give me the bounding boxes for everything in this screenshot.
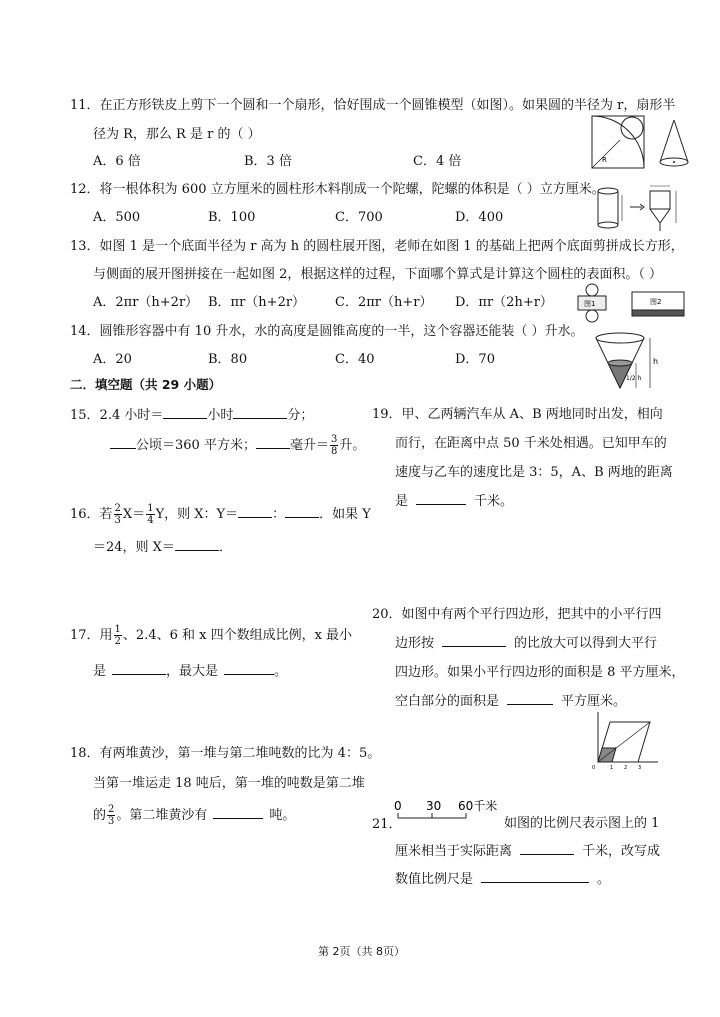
q20-line2: 边形按 的比放大可以得到大平行	[395, 636, 658, 651]
q13-option-d: D．πr（2h+r）	[455, 295, 553, 310]
q14-option-b: B．80	[208, 352, 248, 367]
q11-line2: 径为 R，那么 R 是 r 的（ ）	[93, 127, 261, 142]
q18-line3: 的 $\frac{2}{3}$ 。第二堆黄沙有 吨。	[93, 804, 296, 827]
q15-blank-minutes[interactable]	[233, 406, 287, 419]
q13-fig2-label: 图2	[650, 298, 662, 306]
q12-option-a: A．500	[93, 210, 141, 225]
q19-line1: 19．甲、乙两辆汽车从 A、B 两地同时出发，相向	[372, 407, 663, 422]
q19-line4: 是 千米。	[395, 494, 514, 509]
page-footer: 第 2页（共 8页）	[318, 945, 405, 958]
q11-option-a: A．6 倍	[93, 154, 141, 169]
q21-number: 21．	[372, 817, 402, 832]
q19-line3: 速度与乙车的速度比是 3：5，A、B 两地的距离	[395, 465, 673, 480]
q13-option-b: B．πr（h+2r）	[208, 295, 306, 310]
q11-line1: 11．在正方形铁皮上剪下一个圆和一个扇形，恰好围成一个圆锥模型（如图）。如果圆的半径为 r，扇形半	[70, 98, 676, 113]
q15-blank-hectare[interactable]	[110, 436, 136, 449]
q19-line2: 而行，在距离中点 50 千米处相遇。已知甲车的	[395, 436, 667, 451]
q16-line2: ＝24，则 X＝ ．	[93, 540, 232, 555]
q11-option-c: C．4 倍	[413, 154, 462, 169]
q15-fraction: $\frac{3}{8}$	[330, 434, 338, 457]
q12-option-b: B．100	[208, 210, 256, 225]
q21-scale-0: 0	[394, 799, 402, 813]
q14-line1: 14．圆锥形容器中有 10 升水，水的高度是圆锥高度的一半，这个容器还能装（ ）升水。	[70, 324, 584, 339]
q13-fig1-label: 图1	[584, 300, 596, 308]
q13-line2: 与侧面的展开图拼接在一起如图 2，根据这样的过程，下面哪个算式是计算这个圆柱的表面积。（ ）	[93, 267, 663, 282]
q12-option-d: D．400	[455, 210, 504, 225]
q14-fig-h: h	[653, 357, 659, 366]
q20-axis-1: 1	[610, 765, 614, 770]
q13-option-a: A．2πr（h+2r）	[93, 295, 199, 310]
q11-figure	[588, 112, 700, 172]
q16-blank-ratio-b[interactable]	[285, 505, 319, 518]
q18-line2: 当第一堆运走 18 吨后，第一堆的吨数是第二堆	[93, 776, 365, 791]
q16-line1: 16．若 $\frac{2}{3}$ X＝ $\frac{1}{4}$ Y，则 X：Y＝ ： ．如果 Y	[70, 503, 371, 526]
q13-figure	[570, 282, 690, 324]
q21-scale-30: 30	[426, 799, 442, 813]
q21-scale-60: 60千米	[458, 799, 498, 813]
q14-option-a: A．20	[93, 352, 132, 367]
q21-scale-bar	[388, 798, 498, 824]
q11-option-b: B．3 倍	[244, 154, 292, 169]
q12-line1: 12．将一根体积为 600 立方厘米的圆柱形木料削成一个陀螺，陀螺的体积是（ ）立方厘米。	[70, 182, 605, 197]
q21-blank-scale[interactable]	[481, 870, 589, 883]
q20-axis-3: 3	[638, 765, 642, 770]
q21-blank-distance[interactable]	[520, 842, 574, 855]
q15-line2: 公顷＝360 平方米； 毫升＝ $\frac{3}{8}$ 升。	[110, 434, 365, 457]
q13-line1: 13．如图 1 是一个底面半径为 r 高为 h 的圆柱展开图，老师在如图 1 的基础上把两个底面剪拼成长方形，	[70, 239, 684, 254]
q14-figure	[590, 330, 670, 392]
q21-line2: 厘米相当于实际距离 千米，改写成	[395, 844, 661, 859]
q14-option-c: C．40	[335, 352, 375, 367]
q17-blank-min[interactable]	[112, 662, 166, 675]
q16-blank-ratio-a[interactable]	[238, 505, 272, 518]
q18-blank[interactable]	[213, 806, 263, 819]
q20-axis-0: 0	[592, 765, 596, 770]
q20-line3: 四边形。如果小平行四边形的面积是 8 平方厘米，	[395, 665, 685, 680]
q12-option-c: C．700	[335, 210, 383, 225]
q17-line2: 是 ，最大是 。	[93, 664, 288, 679]
q13-option-c: C．2πr（h+r）	[335, 295, 433, 310]
q19-blank[interactable]	[416, 492, 466, 505]
q20-axis-2: 2	[624, 765, 628, 770]
q21-line1: 如图的比例尺表示图上的 1	[504, 816, 660, 831]
q12-figure	[592, 181, 692, 239]
q17-blank-max[interactable]	[224, 662, 274, 675]
q18-line1: 18．有两堆黄沙，第一堆与第二堆吨数的比为 4：5。	[70, 746, 381, 761]
q16-blank-x[interactable]	[175, 538, 219, 551]
section-fill-in-heading: 二．填空题（共 29 小题）	[70, 377, 222, 392]
q20-blank-area[interactable]	[507, 692, 553, 705]
q15-blank-ml[interactable]	[256, 436, 290, 449]
q21-line3: 数值比例尺是 。	[395, 872, 611, 887]
q20-line4: 空白部分的面积是 平方厘米。	[395, 694, 627, 709]
q15-blank-hours[interactable]	[163, 406, 207, 419]
q20-blank-ratio[interactable]	[442, 634, 506, 647]
q20-figure	[588, 708, 660, 770]
q14-option-d: D．70	[455, 352, 495, 367]
q15-line1: 15．2.4 小时＝ 小时 分；	[70, 408, 314, 423]
q11-fig-label: R	[602, 156, 607, 164]
q17-line1: 17．用 $\frac{1}{2}$ 、2.4、6 和 x 四个数组成比例，x 最小	[70, 624, 353, 647]
q20-line1: 20．如图中有两个平行四边形，把其中的小平行四	[372, 607, 662, 622]
q14-fig-half: 1/2 h	[626, 375, 642, 382]
